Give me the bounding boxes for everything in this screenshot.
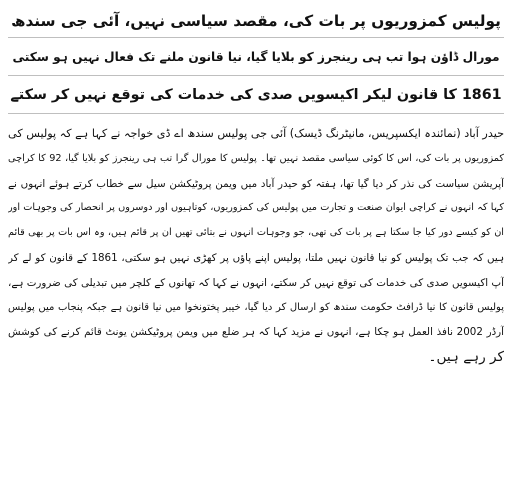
- body-line-6: ہیں کہ جب تک پولیس کو نیا قانون نہیں ملتا، پولیس اپنے پاؤں پر کھڑی نہیں ہو سکتی، 1861 کے قانون کو لے کر: [8, 251, 504, 264]
- headline-2: [8, 38, 504, 76]
- body-line-7: آپ اکیسویں صدی کی خدمات کی توقع نہیں کر سکتے، انہوں نے کہا کہ تھانوں کے کلچر میں تبدیلی کی ضرورت ہے،: [8, 276, 504, 289]
- body-line-8: پولیس قانون کا نیا ڈرافٹ حکومت سندھ کو ارسال کر دیا گیا، خیبر پختونخوا میں نیا قانون ہے جبکہ پنجاب میں پولیس: [8, 301, 504, 313]
- headline-3-text: 1861 کا قانون لیکر اکیسویں صدی کی خدمات کی توقع نہیں کر سکتے: [10, 86, 502, 103]
- headline-1-text: پولیس کمزوریوں پر بات کی، مقصد سیاسی نہیں، آئی جی سندھ: [11, 11, 501, 30]
- body-line-4: کہا کہ انہوں نے کراچی ایوان صنعت و تجارت میں پولیس کی کمزوریوں، کوتاہیوں اور دوسروں پر انحصار کی وجوہات اور: [8, 202, 504, 214]
- body-line-1: حیدر آباد (نمائندہ ایکسپریس، مانیٹرنگ ڈیسک) آئی جی پولیس سندھ اے ڈی خواجہ نے کہا ہے کہ پولیس کی: [8, 127, 504, 140]
- headline-2-text: مورال ڈاؤن ہوا تب ہی رینجرز کو بلایا گیا، نیا قانون ملنے تک فعال نہیں ہو سکتی: [12, 49, 500, 64]
- body-line-10: کر رہے ہیں۔: [428, 349, 504, 366]
- headline-1: [8, 4, 504, 38]
- body-line-3: آپریشن سیاست کی نذر کر دیا گیا تھا، ہفتہ کو حیدر آباد میں ویمن پروٹیکشن سیل سے خطاب کرتے ہوئے انہوں نے: [8, 177, 504, 190]
- headline-3: [8, 76, 504, 114]
- body-line-2: کمزوریوں پر بات کی، اس کا کوئی سیاسی مقصد نہیں تھا۔ پولیس کا مورال گرا تب ہی رینجرز کو بلایا گیا، 92 کا کراچی: [8, 152, 504, 164]
- body-line-5: ان کو کیسے دور کیا جا سکتا ہے پر بات کی تھی، جو وجوہات انہوں نے بتائی تھیں ان پر قائم ہیں، وہ اس بات پر بھی قائم: [8, 227, 504, 239]
- article-body: [8, 122, 504, 370]
- body-line-9: آرڈر 2002 نافذ العمل ہو چکا ہے، انہوں نے مزید کہا کہ ہر ضلع میں ویمن پروٹیکشن یونٹ قائم کرنے کی کوشش: [8, 326, 504, 339]
